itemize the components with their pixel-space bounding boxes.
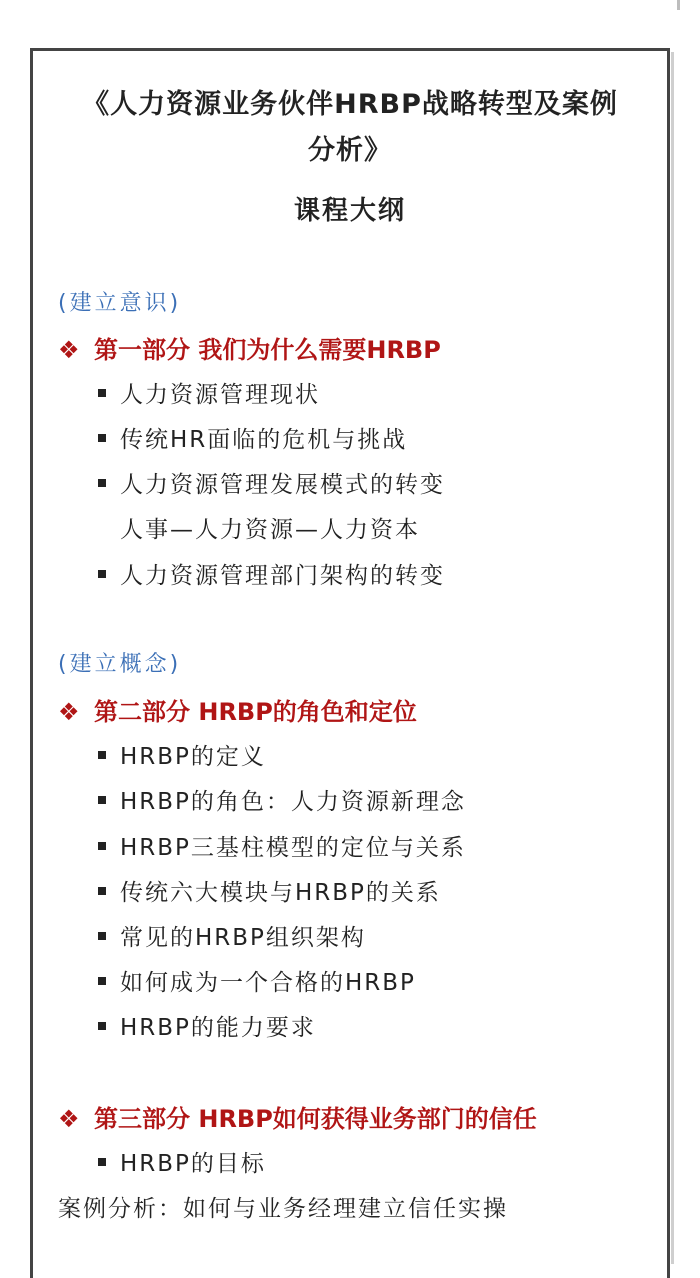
course-title-line-1: 《人力资源业务伙伴HRBP战略转型及案例 xyxy=(82,89,618,120)
section-2-category: (建立概念) xyxy=(58,652,182,677)
list-item: HRBP的目标 xyxy=(98,1145,266,1178)
section-3-heading xyxy=(58,1099,537,1134)
square-bullet-icon xyxy=(98,751,106,759)
list-item: HRBP的定义 xyxy=(98,738,266,771)
list-item: 如何成为一个合格的HRBP xyxy=(98,964,416,997)
diamond-cluster-icon: ❖ xyxy=(58,1105,80,1133)
section-1-heading xyxy=(58,330,441,365)
list-item: 人力资源管理现状 xyxy=(98,376,320,409)
diamond-cluster-icon: ❖ xyxy=(58,698,80,726)
section-2-heading-text: 第二部分 HRBP的角色和定位 xyxy=(94,698,417,726)
list-item: 人力资源管理部门架构的转变 xyxy=(98,557,445,590)
square-bullet-icon xyxy=(98,977,106,985)
square-bullet-icon xyxy=(98,887,106,895)
outline-heading: 课程大纲 xyxy=(293,196,406,226)
diamond-cluster-icon: ❖ xyxy=(58,336,80,364)
list-item: HRBP的角色：人力资源新理念 xyxy=(98,783,466,816)
case-study-line: 案例分析：如何与业务经理建立信任实操 xyxy=(58,1196,508,1222)
section-3-heading-text: 第三部分 HRBP如何获得业务部门的信任 xyxy=(94,1105,537,1133)
list-item: 传统HR面临的危机与挑战 xyxy=(98,421,407,454)
square-bullet-icon xyxy=(98,1022,106,1030)
square-bullet-icon xyxy=(98,842,106,850)
list-item: 传统六大模块与HRBP的关系 xyxy=(98,874,441,907)
list-item: 常见的HRBP组织架构 xyxy=(98,919,366,952)
list-item: HRBP的能力要求 xyxy=(98,1009,316,1042)
square-bullet-icon xyxy=(98,932,106,940)
list-item: HRBP三基柱模型的定位与关系 xyxy=(98,829,466,862)
square-bullet-icon xyxy=(98,389,106,397)
section-1-heading-text: 第一部分 我们为什么需要HRBP xyxy=(94,336,441,364)
section-1-category: (建立意识) xyxy=(58,291,182,316)
course-title-line-2: 分析》 xyxy=(308,135,392,166)
frame-shadow xyxy=(671,52,674,1264)
square-bullet-icon xyxy=(98,479,106,487)
square-bullet-icon xyxy=(98,570,106,578)
section-2-heading xyxy=(58,692,417,727)
square-bullet-icon xyxy=(98,434,106,442)
square-bullet-icon xyxy=(98,1158,106,1166)
list-item: 人力资源管理发展模式的转变 xyxy=(98,466,445,499)
top-edge-mark xyxy=(677,0,680,10)
list-item-continuation: 人事—人力资源—人力资本 xyxy=(120,517,420,543)
square-bullet-icon xyxy=(98,796,106,804)
